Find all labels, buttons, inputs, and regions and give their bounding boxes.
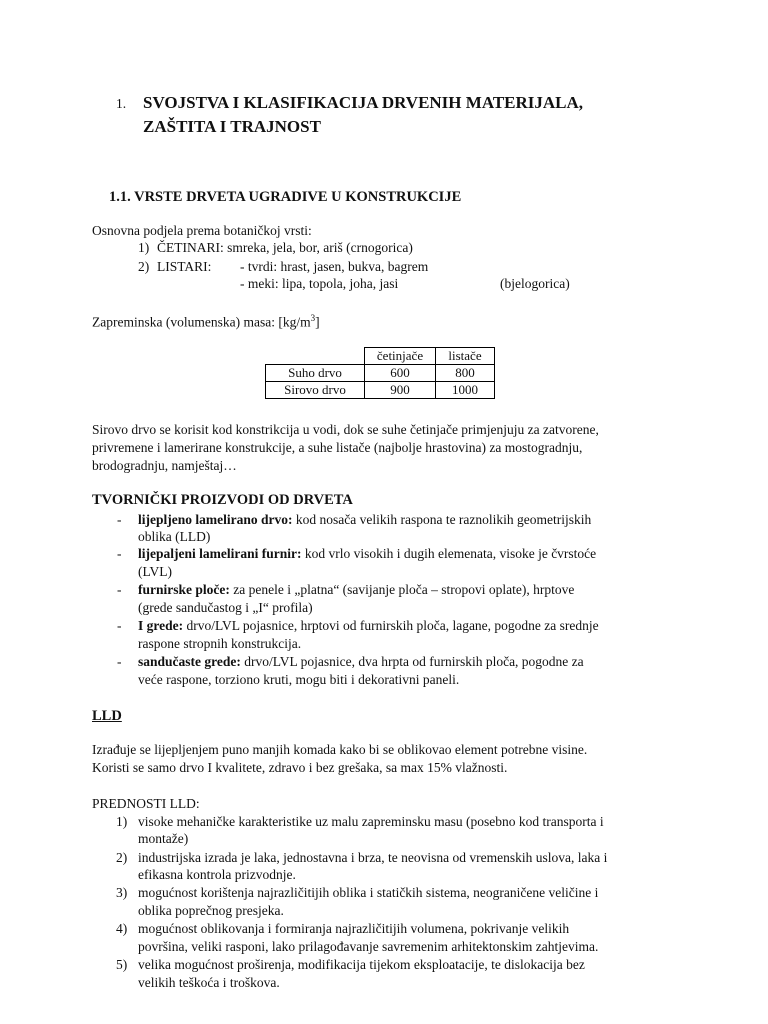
product-item-line2: raspone stropnih konstrukcija. bbox=[138, 636, 302, 651]
table-header-deciduous: listače bbox=[436, 348, 495, 365]
page-title-line2: ZAŠTITA I TRAJNOST bbox=[143, 117, 321, 136]
list-number: 2) bbox=[138, 259, 150, 274]
lld-heading: LLD bbox=[92, 708, 122, 724]
product-term: furnirske ploče: bbox=[138, 582, 230, 597]
list-number: 3) bbox=[116, 885, 128, 900]
bullet-dash: - bbox=[117, 618, 122, 633]
list-item-hardwood: - tvrdi: hrast, jasen, bukva, bagrem bbox=[240, 259, 429, 274]
advantage-line: montaže) bbox=[138, 831, 189, 846]
advantages-heading: PREDNOSTI LLD: bbox=[92, 796, 200, 811]
product-item-line bbox=[138, 618, 599, 634]
list-item-deciduous-label: LISTARI: bbox=[157, 259, 212, 274]
lld-paragraph-line: Izrađuje se lijepljenjem puno manjih komada kako bi se oblikovao element potrebne visine. bbox=[92, 742, 588, 757]
product-term: lijepaljeni lamelirani furnir: bbox=[138, 546, 302, 561]
density-unit-exponent: 3 bbox=[310, 313, 316, 323]
product-item-line bbox=[138, 582, 574, 598]
table-cell: 1000 bbox=[436, 382, 495, 399]
list-number: 2) bbox=[116, 850, 128, 865]
usage-paragraph-line: privremene i lamerirane konstrukcije, a suhe listače (najbolje hrastovina) za mostogradnju, bbox=[92, 440, 583, 455]
list-number: 1) bbox=[138, 240, 150, 255]
bullet-dash: - bbox=[117, 582, 122, 597]
table-header-conifers: četinjače bbox=[365, 348, 436, 365]
advantage-line: visoke mehaničke karakteristike uz malu zapreminsku masu (posebno kod transporta i bbox=[138, 814, 604, 829]
product-item-line2: oblika (LLD) bbox=[138, 529, 211, 544]
table-cell: 600 bbox=[365, 365, 436, 382]
table-header-row bbox=[266, 348, 495, 365]
bullet-dash: - bbox=[117, 654, 122, 669]
usage-paragraph-line: brodogradnju, namještaj… bbox=[92, 458, 237, 473]
list-number: 1) bbox=[116, 814, 128, 829]
advantage-line: mogućnost korištenja najrazličitijih oblika i statičkih sistema, neograničene veličine i bbox=[138, 885, 599, 900]
advantage-line: velikih teškoća i troškova. bbox=[138, 975, 280, 990]
product-desc: kod nosača velikih raspona te raznolikih geometrijskih bbox=[292, 512, 592, 527]
product-item-line bbox=[138, 512, 591, 528]
advantage-line: površina, veliki rasponi, lako prilagođavanje savremenim arhitektonskim zahtjevima. bbox=[138, 939, 599, 954]
table-row-label: Sirovo drvo bbox=[266, 382, 365, 399]
list-number: 5) bbox=[116, 957, 128, 972]
table-row bbox=[266, 382, 495, 399]
product-desc: drvo/LVL pojasnice, dva hrpta od furnirskih ploča, pogodne za bbox=[240, 654, 584, 669]
bullet-dash: - bbox=[117, 512, 122, 527]
usage-paragraph-line: Sirovo drvo se korisit kod konstrikcija u vodi, dok se suhe četinjače primjenjuju za zatvorene, bbox=[92, 422, 599, 437]
advantage-line: industrijska izrada je laka, jednostavna i brza, te neovisna od vremenskih uslova, laka i bbox=[138, 850, 608, 865]
density-table bbox=[265, 347, 495, 399]
bullet-dash: - bbox=[117, 546, 122, 561]
list-number: 4) bbox=[116, 921, 128, 936]
products-heading: TVORNIČKI PROIZVODI OD DRVETA bbox=[92, 492, 353, 508]
page-title-line1: SVOJSTVA I KLASIFIKACIJA DRVENIH MATERIJALA, bbox=[143, 93, 584, 112]
product-item-line2: (grede sandučastog i „I“ profila) bbox=[138, 600, 313, 615]
advantage-line: efikasna kontrola prizvodnje. bbox=[138, 867, 296, 882]
product-item-line bbox=[138, 546, 596, 562]
advantage-line: mogućnost oblikovanja i formiranja najrazličitijih volumena, pokrivanje velikih bbox=[138, 921, 570, 936]
table-row-label: Suho drvo bbox=[266, 365, 365, 382]
product-item-line2: veće raspone, torziono kruti, mogu biti i dekorativni paneli. bbox=[138, 672, 460, 687]
section-heading: 1.1. VRSTE DRVETA UGRADIVE U KONSTRUKCIJE bbox=[109, 189, 462, 205]
density-label-text: Zapreminska (volumenska) masa: [kg/m bbox=[92, 314, 311, 330]
list-item-softwood: - meki: lipa, topola, joha, jasi bbox=[240, 276, 399, 291]
product-desc: kod vrlo visokih i dugih elemenata, visoke je čvrstoće bbox=[301, 546, 597, 561]
table-corner-cell bbox=[266, 348, 365, 365]
product-term: I grede: bbox=[138, 618, 184, 633]
lld-paragraph-line: Koristi se samo drvo I kvalitete, zdravo i bez grešaka, sa max 15% vlažnosti. bbox=[92, 760, 508, 775]
table-cell: 900 bbox=[365, 382, 436, 399]
table-cell: 800 bbox=[436, 365, 495, 382]
heading-number: 1. bbox=[116, 96, 127, 111]
density-label-close: ] bbox=[315, 314, 320, 330]
classification-intro: Osnovna podjela prema botaničkoj vrsti: bbox=[92, 223, 312, 238]
product-desc: drvo/LVL pojasnice, hrptovi od furnirskih ploča, lagane, pogodne za srednje bbox=[183, 618, 599, 633]
table-row bbox=[266, 365, 495, 382]
product-term: sandučaste grede: bbox=[138, 654, 241, 669]
product-item-line2: (LVL) bbox=[138, 564, 172, 579]
product-item-line bbox=[138, 654, 584, 670]
product-desc: za penele i „platna“ (savijanje ploča – stropovi oplate), hrptove bbox=[229, 582, 575, 597]
list-item-note: (bjelogorica) bbox=[500, 276, 570, 291]
advantage-line: velika mogućnost proširenja, modifikacija tijekom eksploatacije, te dislokacija bez bbox=[138, 957, 585, 972]
advantage-line: oblika poprečnog presjeka. bbox=[138, 903, 284, 918]
list-item-conifers: ČETINARI: smreka, jela, bor, ariš (crnogorica) bbox=[157, 240, 413, 255]
product-term: lijepljeno lamelirano drvo: bbox=[138, 512, 293, 527]
density-label bbox=[92, 313, 320, 331]
